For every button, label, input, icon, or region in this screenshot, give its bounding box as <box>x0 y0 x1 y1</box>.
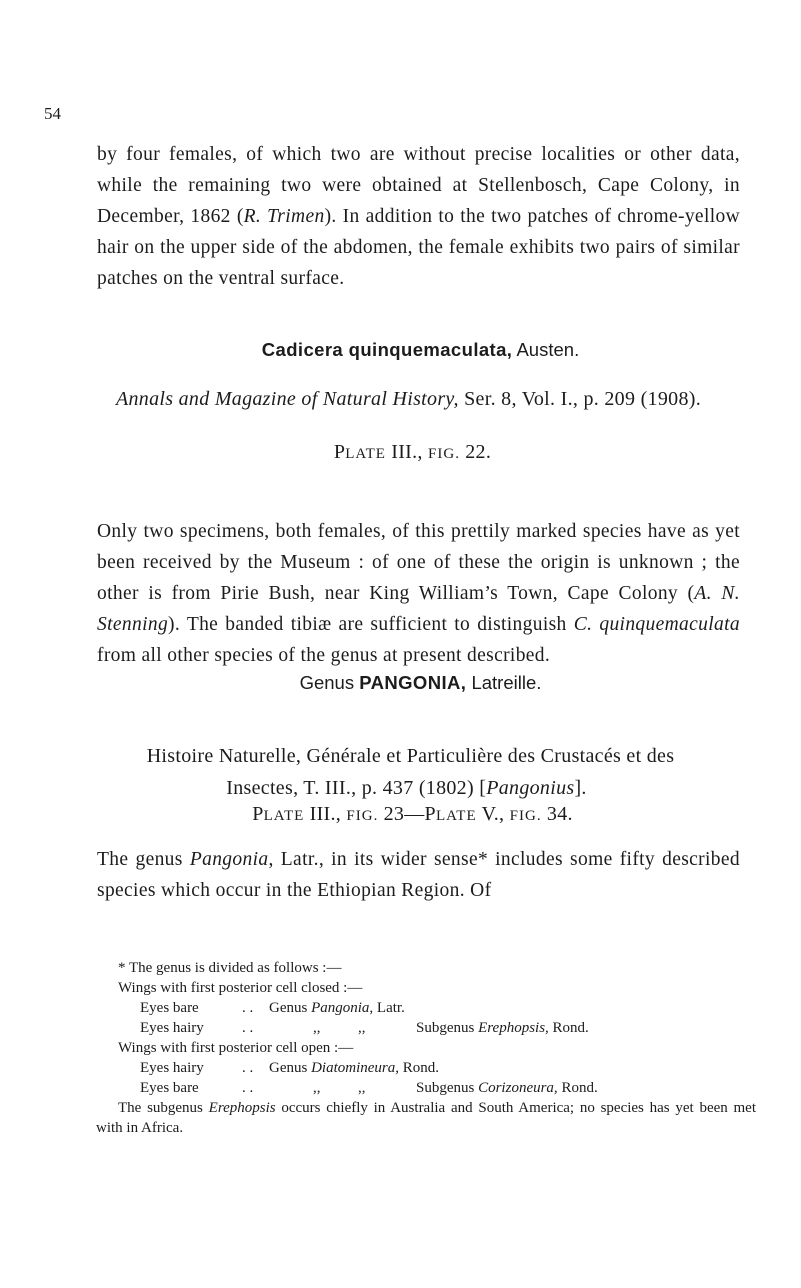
fig-b-word: FIG. <box>509 808 542 824</box>
species-heading <box>20 339 801 361</box>
row-2-label: Eyes hairy <box>140 1020 204 1036</box>
row-2-ditto-2: ,, <box>358 1020 366 1036</box>
species-reference <box>8 388 801 411</box>
fig-number: 22. <box>459 441 492 463</box>
footnote-line-2-text: Wings with first posterior cell closed :— <box>118 980 363 996</box>
reference-details: Ser. 8, Vol. I., p. 209 (1908). <box>464 388 702 410</box>
paragraph-3-text-a: The genus <box>97 849 190 870</box>
row-1-dots: . . <box>242 1000 254 1016</box>
species-italic: C. quinquemaculata <box>573 614 741 635</box>
genus-heading <box>20 672 801 694</box>
paragraph-2-text-b: ). The banded tibiæ are sufficient to distinguish <box>168 614 574 635</box>
reference-2-close: ]. <box>574 777 587 799</box>
footnote-line-3 <box>96 1038 756 1058</box>
genus-reference-line-1: Histoire Naturelle, Générale et Particulière des Crustacés et des <box>146 745 675 767</box>
paragraph-2-text-c: from all other species of the genus at present described. <box>97 645 551 666</box>
row-4-dots: . . <box>242 1080 254 1096</box>
footnote <box>96 958 756 1138</box>
paragraph-1-rest: ). In addition to the two patches of chrome-yellow hair on the upper side of the abdomen, the female exhibits two pairs of similar patches on the ventral surface. <box>97 206 741 289</box>
genus-author: Latreille. <box>471 672 542 693</box>
row-4-sub-prefix: Subgenus <box>416 1080 475 1096</box>
footnote-line-3-text: Wings with first posterior cell open :— <box>118 1040 354 1056</box>
footnote-row-1 <box>96 998 756 1018</box>
row-3-dots: . . <box>242 1060 254 1076</box>
row-2-sub-prefix: Subgenus <box>416 1020 475 1036</box>
row-4-ditto-2: ,, <box>358 1080 366 1096</box>
plate-b-number: V., <box>481 803 510 825</box>
row-4-label: Eyes bare <box>140 1080 199 1096</box>
row-1-label: Eyes bare <box>140 1000 199 1016</box>
footnote-line-1: * The genus is divided as follows :— <box>118 960 342 976</box>
plate-a-number: III., <box>309 803 347 825</box>
paragraph-1-paren: ( <box>230 206 244 227</box>
footnote-line-2 <box>96 978 756 998</box>
genus-plate <box>12 803 801 826</box>
row-3-label: Eyes hairy <box>140 1060 204 1076</box>
paragraph-2-text-a: Only two specimens, both females, of this prettily marked species have as yet been received by the Museum : of one of these the origin is unknown ; the other is from Pirie Bush, near King William’s Town, Cape Colony ( <box>97 521 740 604</box>
footnote-closing <box>96 1098 756 1138</box>
plate-letter: P <box>333 441 346 463</box>
plate-a-word: LATE <box>263 808 305 824</box>
fig-word: FIG. <box>428 446 460 462</box>
genus-reference-line-2 <box>6 777 801 800</box>
paragraph-3-text-b: , Latr., in its wider sense* includes some fifty described species which occur in the Ethiopian Region. Of <box>97 849 740 901</box>
species-plate <box>12 441 801 464</box>
row-1-author: Latr. <box>376 1000 405 1016</box>
footnote-row-3 <box>96 1058 756 1078</box>
footnote-row-4 <box>96 1078 756 1098</box>
row-4-subgenus: Corizoneura, <box>478 1080 558 1096</box>
footnote-row-2 <box>96 1018 756 1038</box>
row-4-ditto-1: ,, <box>313 1080 321 1096</box>
collector-name: R. Trimen <box>243 206 325 227</box>
row-2-ditto-1: ,, <box>313 1020 321 1036</box>
closing-text-a: The subgenus <box>118 1100 209 1116</box>
row-1-genus-prefix: Genus <box>269 1000 308 1016</box>
genus-italic: Pangonia <box>189 849 269 870</box>
plate-number: III., <box>391 441 429 463</box>
reference-2-text: Insectes, T. III., p. 437 (1802) [ <box>226 777 487 799</box>
genus-prefix: Genus <box>299 672 355 693</box>
fig-b-number: 34. <box>541 803 573 825</box>
closing-italic: Erephopsis <box>208 1100 276 1116</box>
paragraph-2 <box>97 516 740 671</box>
species-author: Austen. <box>516 339 580 360</box>
plate-a-letter: P <box>252 803 264 825</box>
plate-b-word: LATE <box>435 808 477 824</box>
row-4-author: Rond. <box>561 1080 598 1096</box>
row-3-author: Rond. <box>402 1060 440 1076</box>
row-2-dots: . . <box>242 1020 254 1036</box>
paragraph-1-text: by four females, of which two are without precise localities or other data, while the remaining two were obtained at Stellenbosch, Cape Colony, in December, 1862 <box>97 144 740 227</box>
plate-word: LATE <box>345 446 386 462</box>
row-1-genus: Pangonia, <box>311 1000 374 1016</box>
fig-a-word: FIG. <box>346 808 379 824</box>
plate-b-letter: P <box>424 803 436 825</box>
paragraph-3 <box>97 844 740 906</box>
genus-name: PANGONIA, <box>359 672 467 693</box>
closing-text-b: occurs chiefly in Australia and South America; no species has yet been met with in Africa. <box>96 1100 757 1136</box>
fig-a-number: 23— <box>378 803 425 825</box>
species-name: Cadicera quinquemaculata, <box>261 339 513 360</box>
row-2-subgenus: Erephopsis, <box>478 1020 549 1036</box>
page-number: 54 <box>44 104 61 123</box>
row-2-author: Rond. <box>552 1020 589 1036</box>
collector-name-2: A. N. Stenning <box>97 583 740 635</box>
reference-2-italic: Pangonius <box>486 777 575 799</box>
row-3-genus: Diatomineura, <box>311 1060 399 1076</box>
paragraph-1 <box>97 139 740 294</box>
row-3-genus-prefix: Genus <box>269 1060 308 1076</box>
reference-title: Annals and Magazine of Natural History, <box>115 388 459 410</box>
